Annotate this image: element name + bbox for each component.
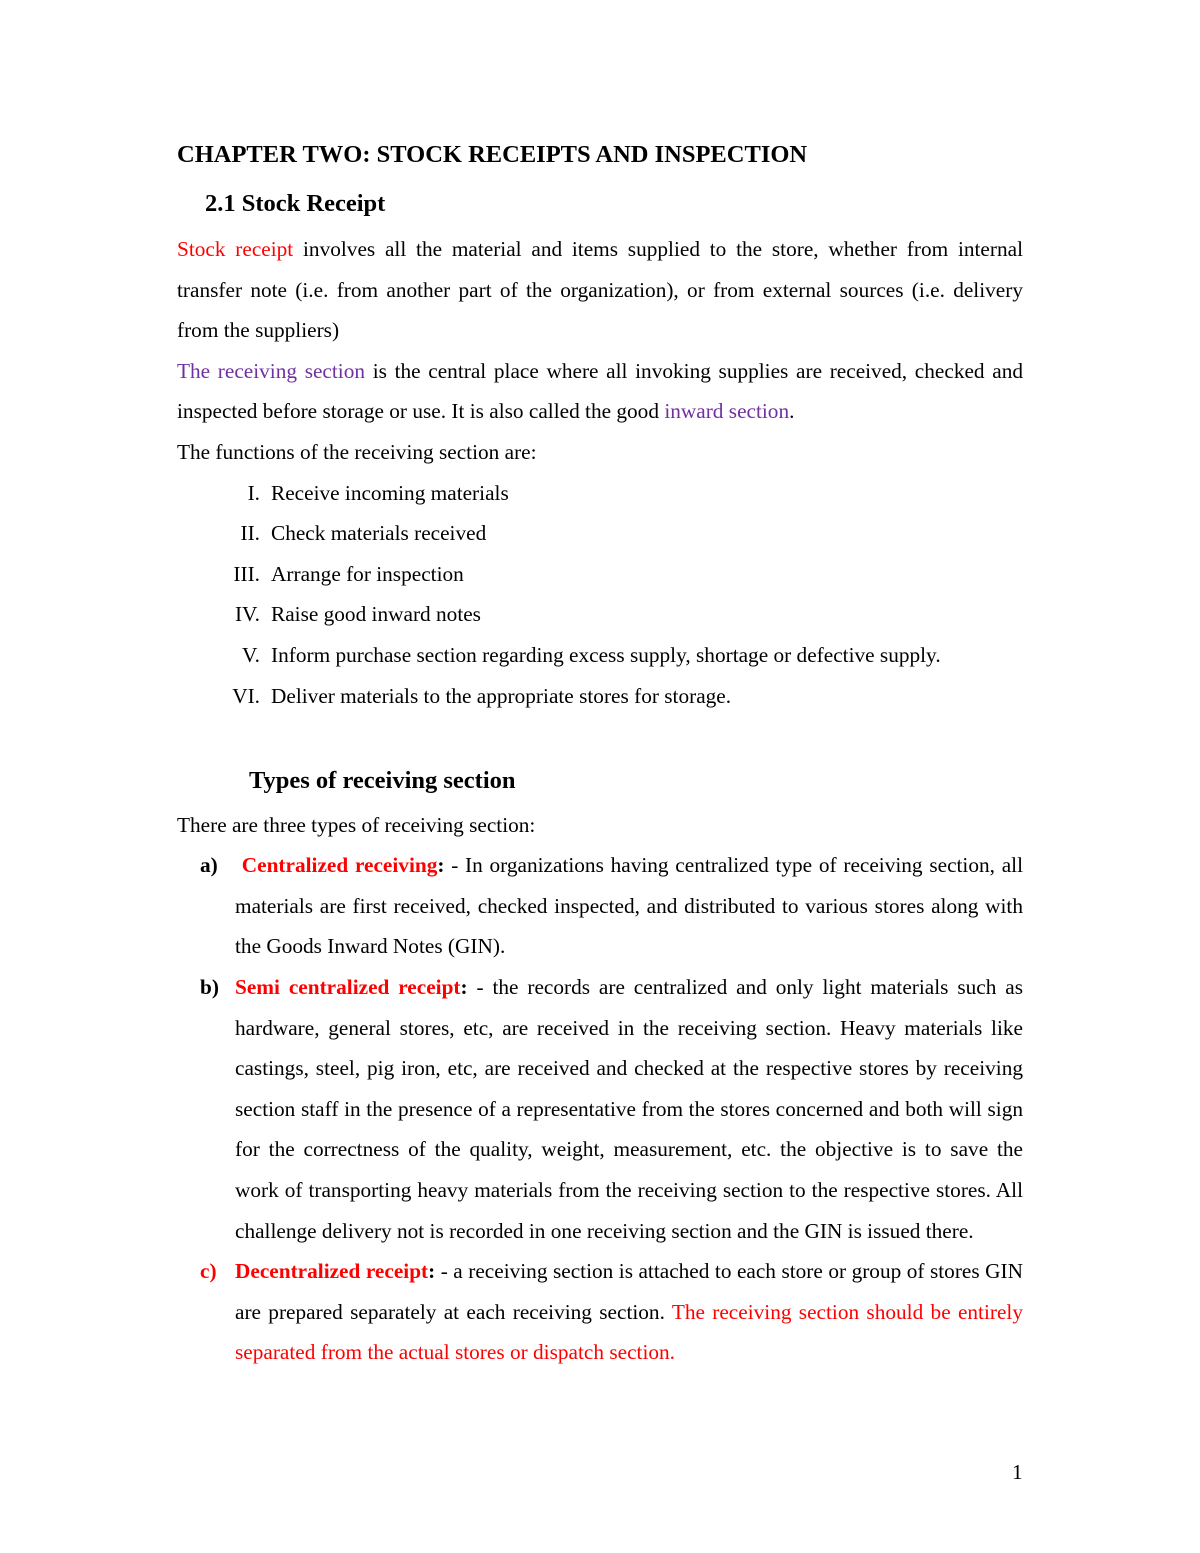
paragraph-text: is the central place where all invoking supplies are received, checked and inspected before storage or use. It is also called the good bbox=[177, 358, 1023, 424]
list-item-number: II. bbox=[240, 521, 260, 546]
paragraph-stock-receipt bbox=[177, 229, 1023, 351]
list-item-number: VI. bbox=[232, 683, 260, 708]
term-colon: : bbox=[437, 853, 445, 878]
types-title: Types of receiving section bbox=[249, 766, 516, 794]
list-item-label: b) bbox=[200, 974, 219, 999]
list-item-number: V. bbox=[242, 642, 260, 667]
list-item-text: - In organizations having centralized type of receiving section, all materials are first received, checked inspected, and distributed to various stores along with the Goods Inward Notes (GIN). bbox=[235, 853, 1024, 959]
list-item-text: Deliver materials to the appropriate stores for storage. bbox=[271, 683, 732, 708]
list-item-number: III. bbox=[233, 561, 260, 586]
term-centralized-receiving: Centralized receiving bbox=[241, 853, 438, 878]
paragraph-receiving-section bbox=[177, 351, 1023, 432]
list-item-number: I. bbox=[247, 480, 260, 505]
list-item-text: Raise good inward notes bbox=[271, 602, 481, 627]
list-item-text: Arrange for inspection bbox=[271, 561, 464, 586]
list-item-label: c) bbox=[200, 1259, 217, 1284]
types-intro: There are three types of receiving section: bbox=[177, 812, 536, 837]
document-body bbox=[177, 229, 1023, 1373]
chapter-title: CHAPTER TWO: STOCK RECEIPTS AND INSPECTION bbox=[177, 141, 808, 168]
list-item-decentralized bbox=[177, 1251, 1023, 1373]
term-colon: : bbox=[460, 974, 468, 999]
paragraph-text: . bbox=[789, 399, 795, 424]
term-semi-centralized-receipt: Semi centralized receipt bbox=[235, 974, 461, 999]
term-inward-section: inward section bbox=[664, 399, 790, 424]
spacer bbox=[177, 717, 1023, 757]
term-receiving-section: The receiving section bbox=[177, 358, 366, 383]
term-stock-receipt: Stock receipt bbox=[177, 237, 294, 261]
functions-list bbox=[177, 473, 1023, 717]
list-item-centralized bbox=[177, 845, 1023, 967]
term-decentralized-receipt: Decentralized receipt bbox=[235, 1259, 429, 1284]
list-item-label: a) bbox=[200, 853, 218, 878]
term-colon: : bbox=[428, 1259, 436, 1284]
list-item-text: Inform purchase section regarding excess supply, shortage or defective supply. bbox=[271, 642, 941, 667]
paragraph-text: involves all the material and items supplied to the store, whether from internal transfer note (i.e. from another part of the organization), or from external sources (i.e. delivery from the suppliers) bbox=[177, 237, 1023, 343]
page-number: 1 bbox=[1012, 1460, 1023, 1484]
list-item-text: - a receiving section is attached to each store or group of stores GIN are prepared separately at each receiving section. bbox=[235, 1259, 1023, 1324]
list-item-text: Check materials received bbox=[271, 521, 487, 546]
list-item-note: The receiving section should be entirely separated from the actual stores or dispatch section. bbox=[235, 1299, 1023, 1365]
list-item-text: - the records are centralized and only light materials such as hardware, general stores, etc, are received in the receiving section. Heavy materials like castings, steel, pig iron, etc, are received and checked at the respective stores by receiving section staff in the presence of a representative from the stores concerned and both will sign for the correctness of the quality, weight, measurement, etc. the objective is to save the work of transporting heavy materials from the receiving section to the respective stores. All challenge delivery not is recorded in one receiving section and the GIN is issued there. bbox=[235, 974, 1023, 1243]
section-title: 2.1 Stock Receipt bbox=[205, 190, 386, 217]
list-item-number: IV. bbox=[234, 602, 260, 627]
list-item-text: Receive incoming materials bbox=[271, 480, 509, 505]
list-item-semi-centralized bbox=[177, 967, 1023, 1251]
functions-intro: The functions of the receiving section are: bbox=[177, 439, 537, 464]
